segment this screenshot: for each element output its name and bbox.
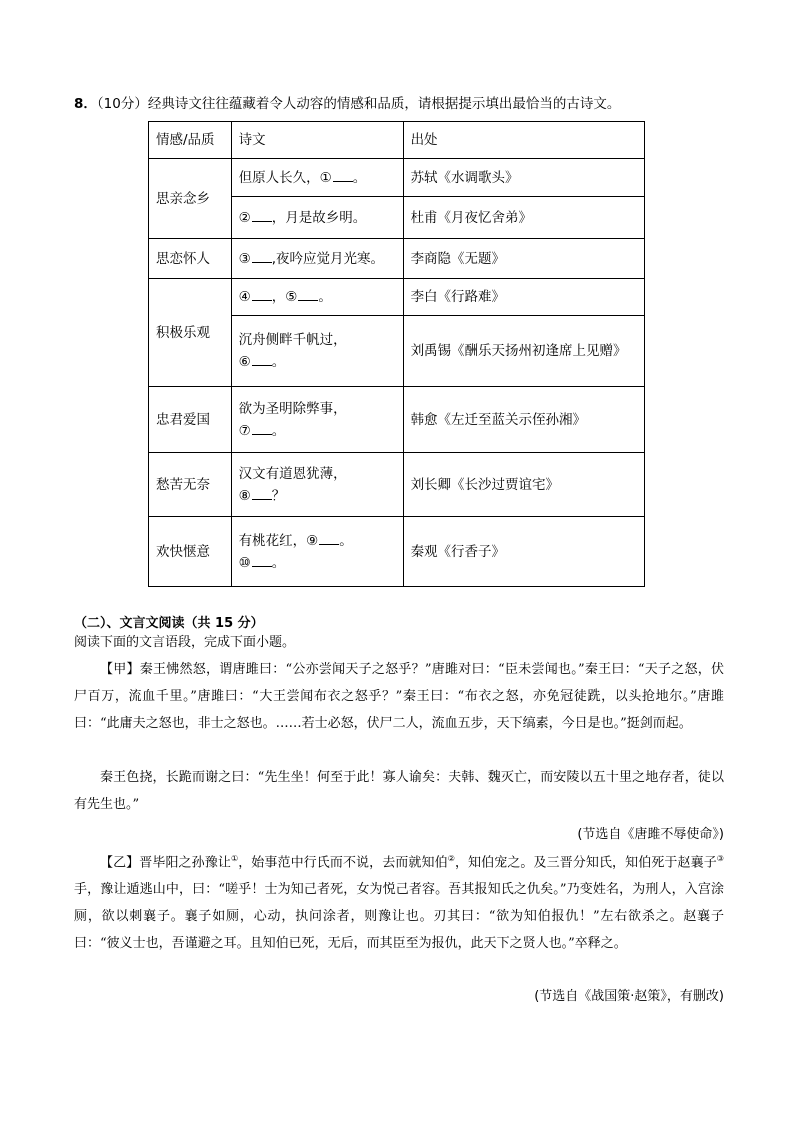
passage-jia-paragraph-2: 秦王色挠，长跪而谢之曰：“先生坐！何至于此！寡人谕矣：夫韩、魏灭亡，而安陵以五十里之地存者，徒以有先生也。” xyxy=(74,770,724,812)
answer-blank-10[interactable] xyxy=(252,552,272,567)
question-score: （10分） xyxy=(96,96,148,112)
emotion-cell: 愁苦无奈 xyxy=(149,453,232,517)
blank-number: ① xyxy=(319,169,332,186)
header-emotion: 情感/品质 xyxy=(149,122,232,159)
poem-cell: 欲为圣明除弊事， ⑦ 。 xyxy=(231,387,403,453)
footnote-marker: ③ xyxy=(716,854,724,863)
blank-number: ⑩ xyxy=(238,554,251,571)
passage-yi: 【乙】晋毕阳之孙豫让①，始事范中行氏而不说，去而就知伯②，知伯宠之。及三晋分知氏，知伯死于赵襄子③手，豫让遁逃山中，曰：“嗟乎！士为知己者死，女为悦己者容。吾其报知氏之仇矣。”乃变姓名，为刑人，入宫涂厕，欲以刺襄子。襄子如厕，心动，执问涂者，则豫让也。刃其曰：“欲为知伯报仇！”左右欲杀之。赵襄子曰：“彼义士也，吾谨避之耳。且知伯已死，无后，而其臣至为报仇，此天下之贤人也。”卒释之。 xyxy=(74,854,724,952)
answer-blank-7[interactable] xyxy=(252,420,272,435)
passage-label: 【甲】 xyxy=(100,662,140,677)
header-poem: 诗文 xyxy=(231,122,403,159)
poem-cell: 但原人长久，① 。 xyxy=(231,159,403,197)
source-cell: 韩愈《左迁至蓝关示侄孙湘》 xyxy=(403,387,644,453)
question-8-prompt xyxy=(74,95,734,113)
blank-number: ⑧ xyxy=(238,487,251,504)
question-text: 经典诗文往往蕴藏着令人动容的情感和品质，请根据提示填出最恰当的古诗文。 xyxy=(147,96,621,112)
answer-blank-3[interactable] xyxy=(252,248,272,263)
answer-blank-6[interactable] xyxy=(252,351,272,366)
blank-number: ④ xyxy=(238,289,251,305)
source-cell: 苏轼《水调歌头》 xyxy=(403,159,644,197)
blank-number: ⑤ xyxy=(285,289,298,305)
answer-blank-5[interactable] xyxy=(298,286,318,301)
table-row xyxy=(149,517,645,587)
answer-blank-8[interactable] xyxy=(252,485,272,500)
passage-jia-paragraph-1: 【甲】秦王怫然怒，谓唐雎曰：“公亦尝闻天子之怒乎？”唐雎对曰：“臣未尝闻也。”秦王曰：“天子之怒，伏尸百万，流血千里。”唐雎曰：“大王尝闻布衣之怒乎？”秦王曰：“布衣之怒，亦免冠徒跣，以头抢地尔。”唐雎曰：“此庸夫之怒也，非士之怒也。……若士必怒，伏尸二人，流血五步，天下缟素，今日是也。”挺剑而起。 xyxy=(74,662,724,731)
poem-cell: ② ，月是故乡明。 xyxy=(231,197,403,239)
section-title: （二）、文言文阅读（共 15 分） xyxy=(74,616,264,631)
footnote-marker: ① xyxy=(230,854,239,863)
blank-number: ⑨ xyxy=(306,532,319,549)
source-cell: 秦观《行香子》 xyxy=(403,517,644,587)
answer-blank-4[interactable] xyxy=(252,286,272,301)
source-cell: 李白《行路难》 xyxy=(403,279,644,316)
poem-cell: ③ ,夜吟应觉月光寒。 xyxy=(231,239,403,279)
table-header-row xyxy=(149,122,645,159)
emotion-cell: 思恋怀人 xyxy=(149,239,232,279)
table-row xyxy=(149,159,645,197)
poem-cell: 有桃花红，⑨ 。 ⑩ 。 xyxy=(231,517,403,587)
emotion-cell: 忠君爱国 xyxy=(149,387,232,453)
table-row xyxy=(149,239,645,279)
passage-label: 【乙】 xyxy=(100,855,140,871)
table-row xyxy=(149,279,645,316)
question-number: 8． xyxy=(74,96,97,112)
poem-cell: 沉舟侧畔千帆过， ⑥ 。 xyxy=(231,316,403,387)
blank-number: ⑦ xyxy=(238,422,251,439)
table-row xyxy=(149,387,645,453)
emotion-cell: 思亲念乡 xyxy=(149,159,232,239)
source-cell: 杜甫《月夜忆舍弟》 xyxy=(403,197,644,239)
emotion-cell: 积极乐观 xyxy=(149,279,232,387)
blank-number: ③ xyxy=(238,250,251,267)
poem-table xyxy=(148,121,645,587)
blank-number: ⑥ xyxy=(238,354,251,370)
answer-blank-9[interactable] xyxy=(319,530,339,545)
blank-number: ② xyxy=(238,209,251,226)
source-cell: 刘禹锡《酬乐天扬州初逢席上见赠》 xyxy=(403,316,644,387)
section-intro: 阅读下面的文言语段，完成下面小题。 xyxy=(74,635,296,650)
source-cell: 李商隐《无题》 xyxy=(403,239,644,279)
header-source: 出处 xyxy=(403,122,644,159)
poem-cell: ④ ，⑤ 。 xyxy=(231,279,403,316)
emotion-cell: 欢快惬意 xyxy=(149,517,232,587)
passage-yi-source: (节选自《战国策·赵策》，有删改) xyxy=(534,989,724,1004)
source-cell: 刘长卿《长沙过贾谊宅》 xyxy=(403,453,644,517)
passage-jia-source: (节选自《唐雎不辱使命》) xyxy=(577,827,724,842)
answer-blank-1[interactable] xyxy=(333,167,353,182)
poem-cell: 汉文有道恩犹薄， ⑧ ？ xyxy=(231,453,403,517)
answer-blank-2[interactable] xyxy=(252,207,272,222)
table-row xyxy=(149,453,645,517)
footnote-marker: ② xyxy=(447,854,455,863)
